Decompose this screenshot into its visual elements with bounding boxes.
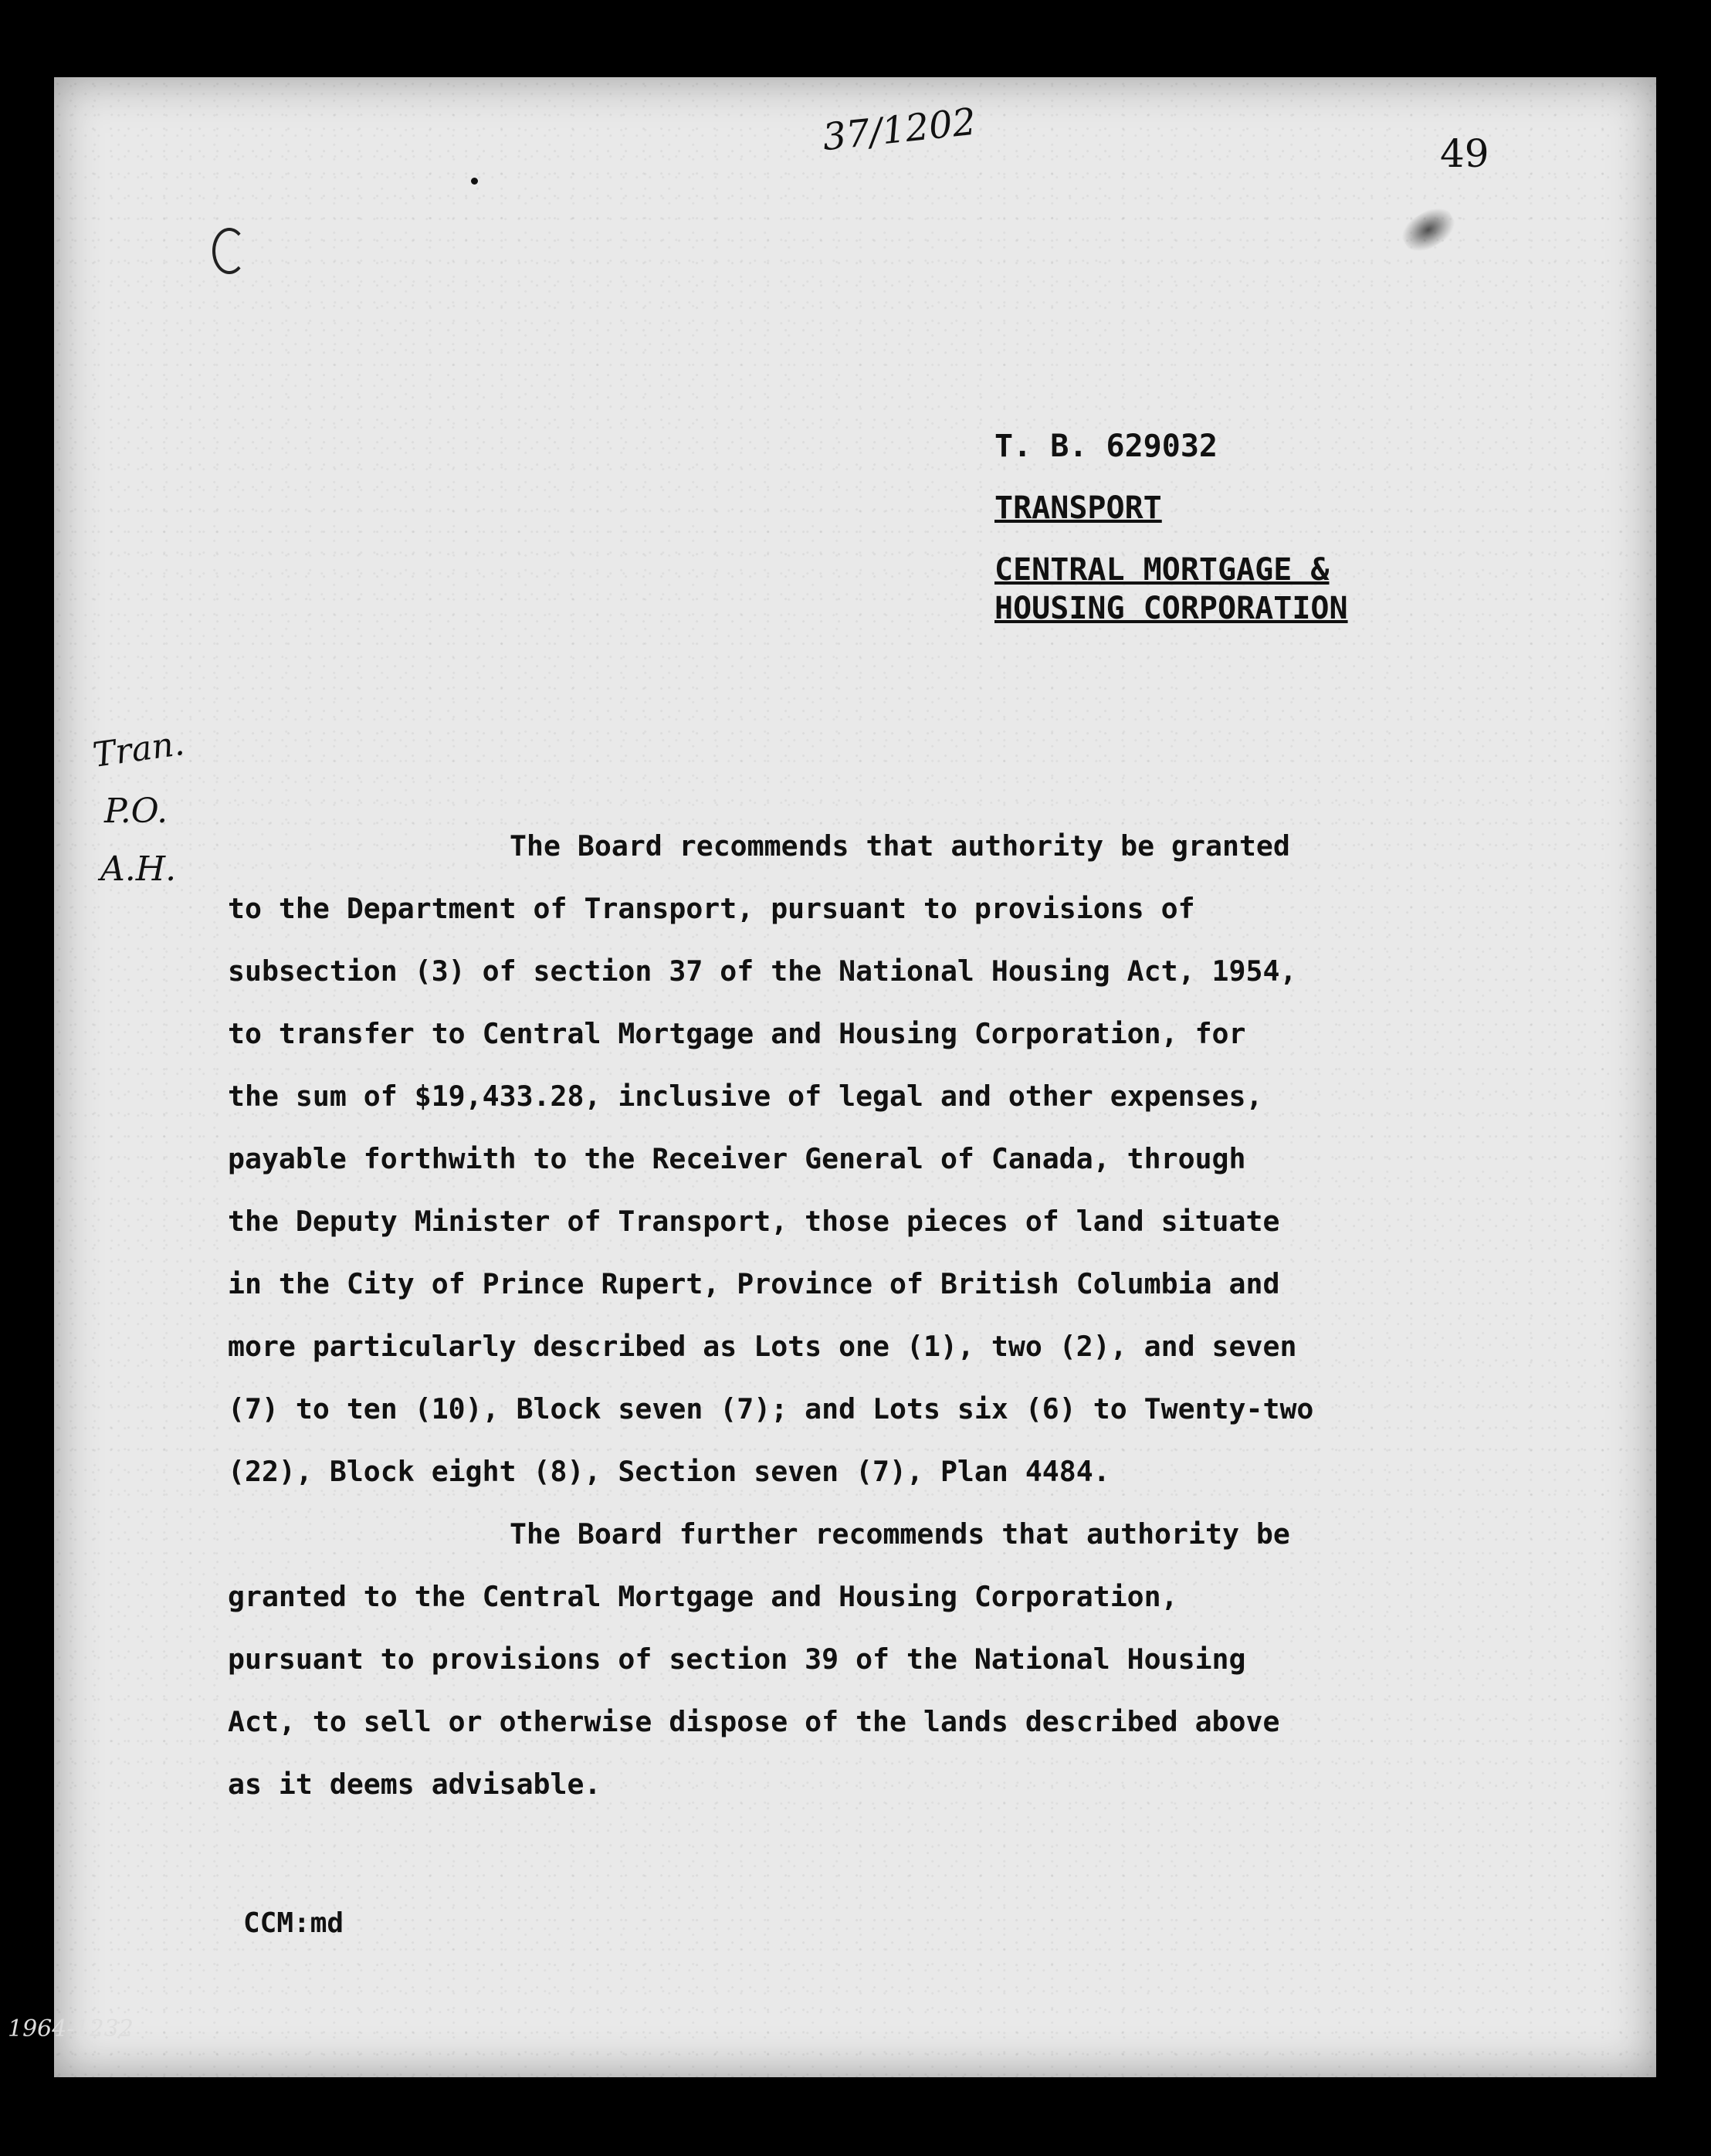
ink-dot — [471, 178, 478, 185]
margin-note-2: P.O. — [104, 792, 168, 831]
margin-note-3: A.H. — [100, 849, 177, 889]
text-line: granted to the Central Mortgage and Housing Corporation, — [228, 1580, 1178, 1613]
handwritten-bottom-number: 1964-1232 — [8, 2015, 134, 2042]
text-line: subsection (3) of section 37 of the National Housing Act, 1954, — [228, 954, 1297, 988]
paragraph-2 — [228, 1503, 1479, 1815]
text-line: payable forthwith to the Receiver General of Canada, through — [228, 1142, 1246, 1175]
corporation-heading-line2: HOUSING CORPORATION — [994, 591, 1348, 626]
text-line: to transfer to Central Mortgage and Housing Corporation, for — [228, 1017, 1246, 1050]
punch-hole-mark — [212, 228, 246, 274]
paragraph-1 — [228, 815, 1479, 1503]
text-line: (22), Block eight (8), Section seven (7), Plan 4484. — [228, 1455, 1110, 1488]
text-line: in the City of Prince Rupert, Province of British Columbia and — [228, 1267, 1280, 1300]
text-line: The Board further recommends that authority be — [510, 1517, 1290, 1551]
corporation-heading-line1: CENTRAL MORTGAGE & — [994, 552, 1330, 588]
text-line: as it deems advisable. — [228, 1768, 601, 1801]
department-heading: TRANSPORT — [994, 490, 1162, 526]
document-page — [54, 77, 1656, 2077]
ink-smudge — [1396, 202, 1460, 259]
text-line: pursuant to provisions of section 39 of the National Housing — [228, 1642, 1246, 1676]
text-line: more particularly described as Lots one (1), two (2), and seven — [228, 1330, 1297, 1363]
typist-initials: CCM:md — [243, 1907, 344, 1939]
handwritten-file-number: 37/1202 — [820, 100, 978, 160]
text-line: the sum of $19,433.28, inclusive of legal and other expenses, — [228, 1080, 1263, 1113]
margin-note-1: Tran. — [90, 723, 187, 776]
text-line: the Deputy Minister of Transport, those pieces of land situate — [228, 1205, 1280, 1238]
text-line: to the Department of Transport, pursuant to provisions of — [228, 892, 1195, 925]
text-line: The Board recommends that authority be granted — [510, 829, 1290, 863]
page-number: 49 — [1440, 131, 1489, 176]
text-line: Act, to sell or otherwise dispose of the lands described above — [228, 1705, 1280, 1738]
treasury-board-reference: T. B. 629032 — [994, 429, 1218, 464]
text-line: (7) to ten (10), Block seven (7); and Lots six (6) to Twenty-two — [228, 1392, 1314, 1425]
recommendation-body — [228, 815, 1479, 1815]
